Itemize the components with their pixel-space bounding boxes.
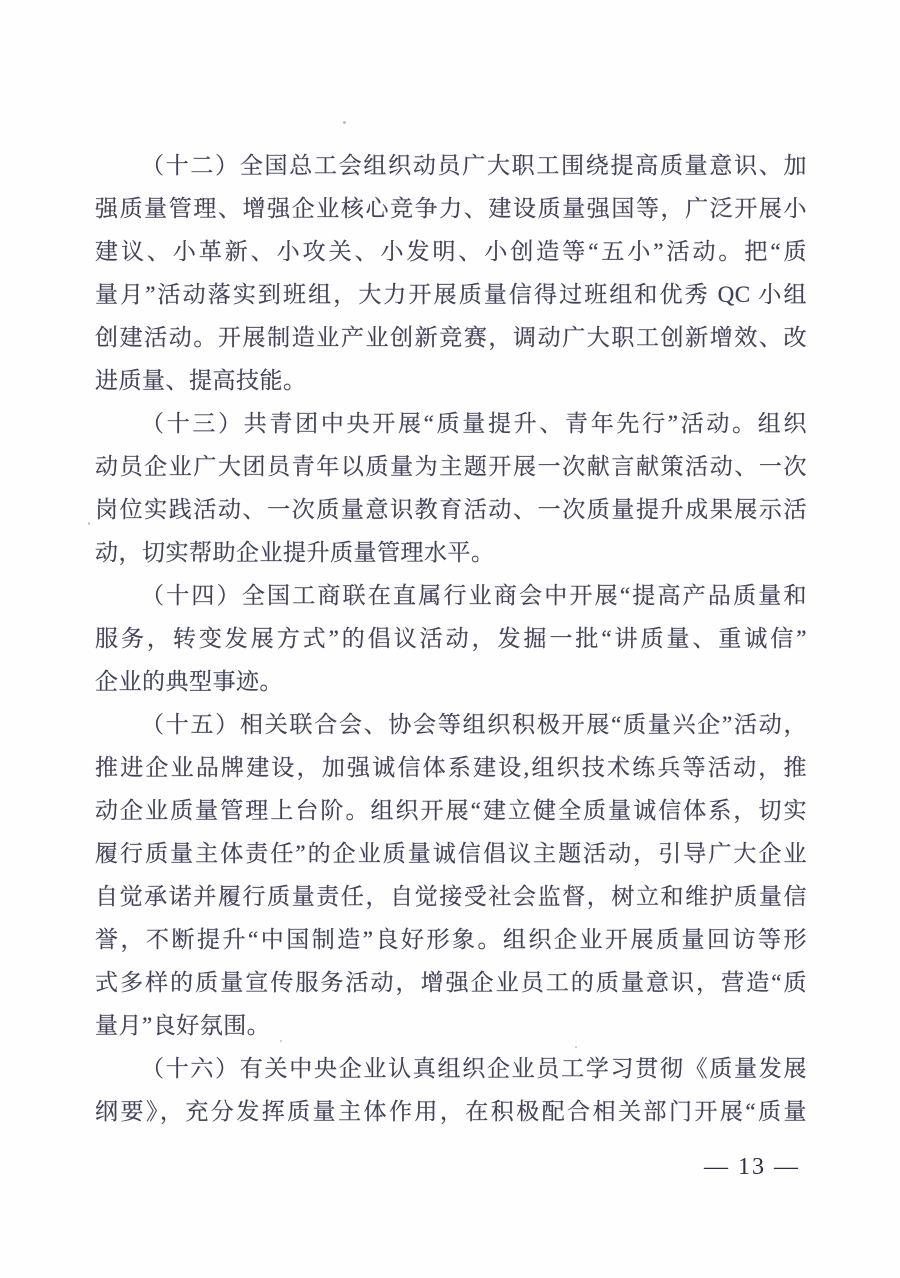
text-line: 誉，不断提升“中国制造”良好形象。组织企业开展质量回访等形 <box>95 927 807 952</box>
text-line: 履行质量主体责任”的企业质量诚信倡议主题活动，引导广大企业 <box>95 841 807 866</box>
text-line: 动，切实帮助企业提升质量管理水平。 <box>95 540 495 565</box>
text-line: 企业的典型事迹。 <box>95 669 283 694</box>
text-line: （十四）全国工商联在直属行业商会中开展“提高产品质量和 <box>141 583 807 608</box>
text-line: 岗位实践活动、一次质量意识教育活动、一次质量提升成果展示活 <box>95 497 807 522</box>
paragraph-item-13 <box>95 402 807 574</box>
text-line: 强质量管理、增强企业核心竞争力、建设质量强国等，广泛开展小 <box>95 196 807 221</box>
text-line: 进质量、提高技能。 <box>95 368 307 393</box>
document-body <box>95 144 807 1133</box>
text-line: 创建活动。开展制造业产业创新竞赛，调动广大职工创新增效、改 <box>95 325 807 350</box>
paragraph-item-14 <box>95 574 807 703</box>
text-line: 动企业质量管理上台阶。组织开展“建立健全质量诚信体系，切实 <box>95 798 807 823</box>
paragraph-item-12 <box>95 144 807 402</box>
text-line: （十三）共青团中央开展“质量提升、青年先行”活动。组织 <box>141 411 807 436</box>
paragraph-item-15 <box>95 703 807 1047</box>
scan-speck <box>575 1046 577 1048</box>
text-line: 动员企业广大团员青年以质量为主题开展一次献言献策活动、一次 <box>95 454 807 479</box>
text-line: （十二）全国总工会组织动员广大职工围绕提高质量意识、加 <box>141 153 807 178</box>
scan-speck <box>280 1040 282 1042</box>
text-line: 建议、小革新、小攻关、小发明、小创造等“五小”活动。把“质 <box>95 239 807 264</box>
text-line: 服务，转变发展方式”的倡议活动，发掘一批“讲质量、重诚信” <box>95 626 807 651</box>
page-number: — 13 — <box>704 1154 800 1180</box>
text-line: （十六）有关中央企业认真组织企业员工学习贯彻《质量发展 <box>141 1056 807 1081</box>
text-line: 自觉承诺并履行质量责任，自觉接受社会监督，树立和维护质量信 <box>95 884 807 909</box>
scan-speck <box>343 121 346 124</box>
text-line: 式多样的质量宣传服务活动，增强企业员工的质量意识，营造“质 <box>95 970 807 995</box>
text-line: 量月”良好氛围。 <box>95 1013 271 1038</box>
text-line: 纲要》，充分发挥质量主体作用，在积极配合相关部门开展“质量 <box>95 1099 807 1124</box>
text-line: （十五）相关联合会、协会等组织积极开展“质量兴企”活动， <box>141 712 807 737</box>
text-line: 量月”活动落实到班组，大力开展质量信得过班组和优秀 QC 小组 <box>95 282 807 307</box>
text-line: 推进企业品牌建设，加强诚信体系建设,组织技术练兵等活动，推 <box>95 755 807 780</box>
paragraph-item-16 <box>95 1047 807 1133</box>
scan-speck <box>88 522 90 525</box>
